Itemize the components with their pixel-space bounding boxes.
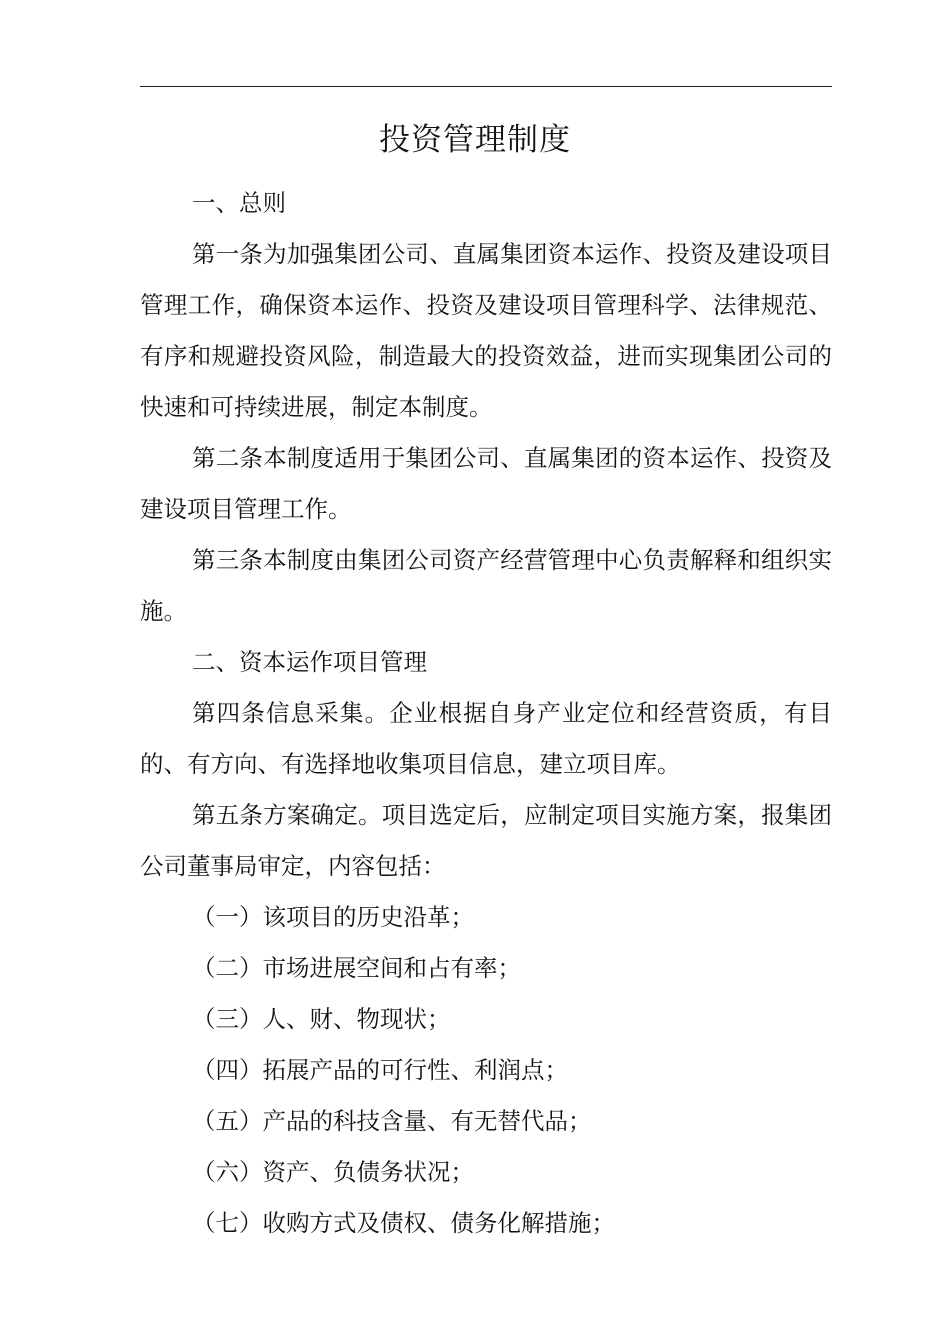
article-4: 第四条信息采集。企业根据自身产业定位和经营资质，有目的、有方向、有选择地收集项目信息，建立项目库。 [140, 699, 832, 778]
section-heading-capital-operation: 二、资本运作项目管理 [192, 648, 427, 676]
document-body [140, 178, 832, 1249]
list-item: （七）收购方式及债权、债务化解措施； [192, 1209, 615, 1237]
article-5: 第五条方案确定。项目选定后，应制定项目实施方案，报集团公司董事局审定，内容包括： [140, 801, 832, 880]
article-3: 第三条本制度由集团公司资产经营管理中心负责解释和组织实施。 [140, 546, 832, 625]
document-title: 投资管理制度 [379, 122, 571, 158]
list-item: （一）该项目的历史沿革； [192, 903, 474, 931]
list-item: （五）产品的科技含量、有无替代品； [192, 1107, 592, 1135]
article-2: 第二条本制度适用于集团公司、直属集团的资本运作、投资及建设项目管理工作。 [140, 444, 832, 523]
header-rule [140, 86, 832, 87]
section-heading-general: 一、总则 [192, 189, 286, 217]
article-1: 第一条为加强集团公司、直属集团资本运作、投资及建设项目管理工作，确保资本运作、投资及建设项目管理科学、法律规范、有序和规避投资风险，制造最大的投资效益，进而实现集团公司的快速和可持续进展，制定本制度。 [140, 240, 832, 421]
list-item: （六）资产、负债务状况； [192, 1158, 474, 1186]
list-item: （四）拓展产品的可行性、利润点； [192, 1056, 568, 1084]
list-item: （二）市场进展空间和占有率； [192, 954, 521, 982]
list-item: （三）人、财、物现状； [192, 1005, 451, 1033]
